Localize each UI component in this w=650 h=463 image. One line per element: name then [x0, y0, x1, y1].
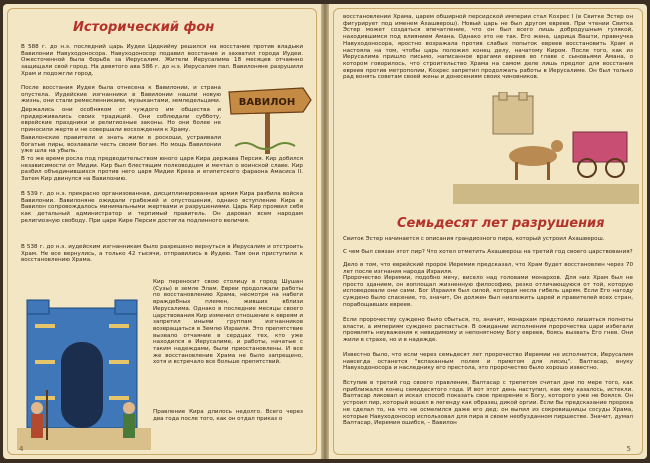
paragraph: Кир переносит свою столицу в город Шушан (Сузы) в земле Элам. Евреи продолжали работы по восстановлению Храма, несмотря на набеги враждебных племен, живших вблизи Иерусалима. Однако в последние месяцы своего царствования Кир изменил отношение к евреям и запретил иными группам изгнанников возвращаться в Землю Израиля. Это препятствие вызвало отчаяние в сердцах тех, кто уже находился в Иерусалиме, и работы, начатые с таким надеждами, были приостановлены. И все же восстановление Храма не было запрещено, хотя и встречало все больше препятствий. — [153, 279, 303, 366]
babylon-sign-illustration — [225, 86, 313, 154]
paragraph: В 588 г. до н.э. последний царь Иудеи Цидкийяу решился на восстание против владыки Вавилонии Навуходоносора. Навуходоносор подавил восстание и захватил города Иудеи. Ожесточенной была борьба за Иерусалим. Жители Иерусалима 18 месяцев отчаянно защищали свой город. На девятого ава 586 г. до н.э. Иерусалим пал. Вавилоняне разрушили Храм и подожгли город. — [21, 44, 303, 77]
left-page-title: Исторический фон — [73, 20, 215, 35]
paragraph: В 538 г. до н.э. иудейским изгнанникам было разрешено вернуться в Иерусалим и отстроить Храм. Не все вернулись, а только 42 тысячи, отправились в Иудею. Там они приступили к восстановлению Храма. — [21, 244, 303, 264]
paragraph: Известно было, что если через семьдесят лет пророчество Иеремии не исполнится, Иерусалим навсегда останется "вспаханным полем и приютом для лисиц". Валтасар, внуку Навуходоносора и наследнику его престола, это пророчество было хорошо известно. — [343, 352, 633, 372]
book-spine — [321, 4, 329, 459]
ishtar-gate-illustration — [17, 280, 151, 450]
page-number: 5 — [626, 445, 631, 453]
right-page — [329, 4, 647, 459]
paragraph: восстановлении Храма, царем обширной персидской империи стал Кохрес I (в Свитке Эстер он фигурирует под именем Ахашверош). Новый царь не был другом евреев. При чтении Свитка Эстер может создаться впечатление, что он был всего лишь добродушным гулякой, находившимся под влиянием Амана. Однако это не так. Его жена, царица Вашти, правнучка Навуходоносора, яростно возражала против слабых попыток евреев восстановить Храм и настояла на том, чтобы царь положил конец делу, начатому Киром. После того, как из Иерусалима пришло письмо, написанное врагами евреев во главе с сыновьями Амана, о котором говорилось, что строительство Храма на самом деле лишь предлог для восстания евреев против метрополии, Кохрес запретил продолжать работы в Иерусалиме. Он был только рад вонять советам своей жены и донесениям своих чиновников. — [343, 14, 633, 81]
paragraph: После восстания Иудея была отнесена к Вавилонии, и страна опустела. Иудейские изгнанники в Вавилонии нашли новую жизнь, они стали ремесленниками, музыкантами, земледельцами. — [21, 85, 221, 105]
paragraph: В то же время росла под предводительством юного царя Кира держава Персия. Кир добился независимости от Мидии. Кир был блестящим полководцем и мечтал о воинской славе. Кир разбил объединившихся против него царя Мидии Креза и египетского фараона Амасиса II. Затем Кир двинулся на Вавилонию. — [21, 156, 303, 183]
paragraph: Вступив в третий год своего правления, Валтасар с трепетом считал дни по мере того, как приближался конец семидесятого года. И вот этот день наступил, как ему казалось, истекли. Валтасар ликовал и искал способ показать свое презрение к Богу, которого уже не боялся. Он устроил пир, который вошел в легенду как образец дикой оргии. Если бы предсказание пророка не сделал то, на что не осмелился даже его дед: он выпил из сокровищницы сосуды Храма, которые Навуходоносор использовал для пира в своем необузданном пиршестве. Значит, думал Валтасар, Иеремия ошибся, – Вавилон — [343, 380, 633, 427]
paragraph: Дело в том, что еврейский пророк Иеремия предсказал, что Храм будет восстановлен через 70 лет после изгнания народа Израиля. — [343, 262, 633, 275]
paragraph: Свиток Эстер начинается с описания грандиозного пира, который устроил Ахашверош. — [343, 236, 605, 242]
paragraph: С чем был связан этот пир? Что хотел отметить Ахашверош на третий год своего царствования? — [343, 249, 633, 255]
caravan-illustration — [453, 92, 639, 204]
paragraph: Пророчество Иеремии, подобно мечу, висело над головами монархов. Для них Храм был не просто зданием, он воплощал жизненную философию, резко отличающуюся от той, которую исповедовали они сами. Бог Израиля был силой, которая несла гибель царям. Если Его нагоду суждено было спасение, то, значит, Он должен был низложить царей и правителей всех стран, порабощавших евреев. — [343, 275, 633, 308]
paragraph: Если пророчеству суждено было сбыться, то, значит, монархам предстояло лишиться полноты власти, а империям суждено распасться. В ожидании исполнения пророчества цари избегали проявлять неуважения к невидимому и непонятному Богу евреев, боясь вызвать Его гнев. Они жили в страхе, но и в надежде. — [343, 317, 633, 344]
left-page — [3, 4, 321, 459]
paragraph: В 539 г. до н.э. прекрасно организованная, дисциплинированная армия Кира разбила войска Вавилонии. Вавилоняне ожидали грабежей и опустошения, однако вступление Кира в Вавилон сопровождалось минимальными жертвами и разрушениями. Царь Кир проявил себя как детальный администратор и терпимый правитель. Он даровал всем народам религиозную свободу. При царе Кире Персия достигла подлинного величия. — [21, 191, 303, 224]
paragraph: Вавилонские правители и знать жили в роскоши, устраивали богатые пиры, возлавали честь своим богам. Но мощь Вавилонии уже шла на убыль. — [21, 135, 221, 155]
sign-text: ВАВИЛОН — [238, 97, 296, 108]
paragraph: Держались они особняком от чуждого им общества и придерживались своих традиций. Они соблюдали субботу, еврейские праздники и религиозные законы. Но они более не приносили жертв и не совершали восхождения к Храму. — [21, 107, 221, 134]
page-number: 4 — [19, 445, 24, 453]
paragraph: Правление Кира длилось недолго. Всего через два года после того, как он отдал приказ о — [153, 409, 303, 422]
right-page-title: Семьдесят лет разрушения — [397, 216, 605, 231]
